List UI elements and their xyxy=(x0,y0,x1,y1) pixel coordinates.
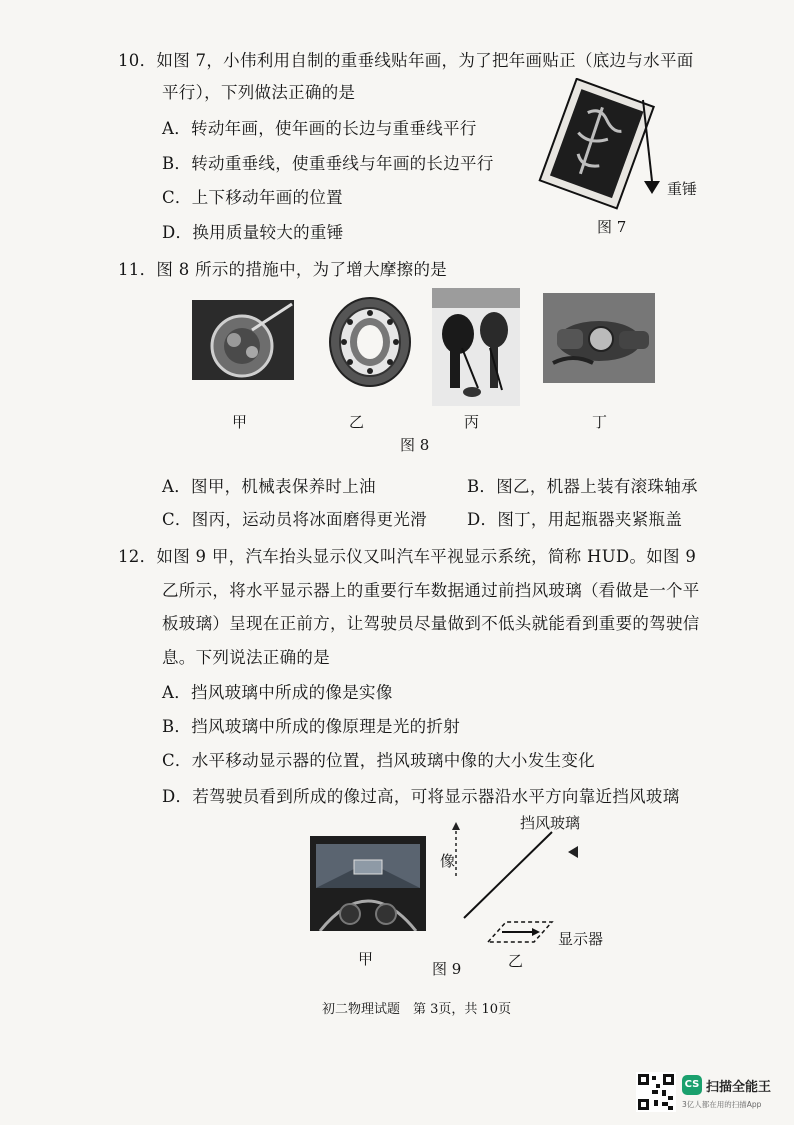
q10-option-c: C．上下移动年画的位置 xyxy=(162,188,343,207)
diagram-hud-optics xyxy=(440,818,610,946)
windshield-line xyxy=(464,832,552,918)
figure-8-label-bing: 丙 xyxy=(464,413,480,431)
qr-code-icon xyxy=(636,1072,676,1112)
q12-line1: 12．如图 9 甲，汽车抬头显示仪又叫汽车平视显示系统，简称 HUD。如图 9 xyxy=(118,547,697,566)
photo-curling-sweeping xyxy=(432,288,520,406)
q12-line2: 乙所示，将水平显示器上的重要行车数据通过前挡风玻璃（看做是一个平 xyxy=(162,581,700,600)
photo-hud-dashboard xyxy=(310,836,426,931)
figure-8-label-jia: 甲 xyxy=(232,413,248,431)
label-windshield: 挡风玻璃 xyxy=(520,814,581,832)
figure-7-caption: 图 7 xyxy=(597,218,627,236)
figure-8-label-yi: 乙 xyxy=(349,413,365,431)
label-display: 显示器 xyxy=(558,930,604,948)
page-footer: 初二物理试题 第 3页，共 10页 xyxy=(322,1002,512,1017)
label-image: 像 xyxy=(440,852,456,870)
figure-8-label-ding: 丁 xyxy=(592,413,608,431)
photo-watch-oiling xyxy=(192,300,294,380)
figure-9-label-jia: 甲 xyxy=(358,950,374,968)
q10-line2: 平行），下列做法正确的是 xyxy=(162,83,356,102)
q11-option-a: A．图甲，机械表保养时上油 xyxy=(162,477,376,496)
q12-line4: 息。下列说法正确的是 xyxy=(162,648,330,667)
q10-option-b: B．转动重垂线，使重垂线与年画的长边平行 xyxy=(162,154,494,173)
photo-bottle-opener xyxy=(543,293,655,383)
figure-8-caption: 图 8 xyxy=(400,436,430,454)
figure-9-caption: 图 9 xyxy=(432,960,462,978)
q11-option-c: C．图丙，运动员将冰面磨得更光滑 xyxy=(162,510,427,529)
eye-icon xyxy=(568,846,578,858)
camscanner-logo: CS xyxy=(682,1075,702,1095)
q10-line1: 10．如图 7，小伟利用自制的重垂线贴年画，为了把年画贴正（底边与水平面 xyxy=(118,51,694,70)
q12-option-b: B．挡风玻璃中所成的像原理是光的折射 xyxy=(162,717,461,736)
q11-option-b: B．图乙，机器上装有滚珠轴承 xyxy=(467,477,698,496)
q12-option-a: A．挡风玻璃中所成的像是实像 xyxy=(162,683,393,702)
figure-9-label-yi: 乙 xyxy=(508,952,524,970)
q12-option-d: D．若驾驶员看到所成的像过高，可将显示器沿水平方向靠近挡风玻璃 xyxy=(162,787,680,806)
figure-7-weight-label: 重锤 xyxy=(667,180,698,198)
q12-option-c: C．水平移动显示器的位置，挡风玻璃中像的大小发生变化 xyxy=(162,751,595,770)
photo-ball-bearing xyxy=(326,296,414,388)
scanner-app-name: 扫描全能王 xyxy=(706,1080,772,1095)
scanner-tagline: 3亿人都在用的扫描App xyxy=(682,1100,762,1109)
q11-option-d: D．图丁，用起瓶器夹紧瓶盖 xyxy=(467,510,683,529)
q10-option-d: D．换用质量较大的重锤 xyxy=(162,223,344,242)
q10-option-a: A．转动年画，使年画的长边与重垂线平行 xyxy=(162,119,477,138)
q12-line3: 板玻璃）呈现在正前方，让驾驶员尽量做到不低头就能看到重要的驾驶信 xyxy=(162,614,700,633)
q11-line1: 11．图 8 所示的措施中，为了增大摩擦的是 xyxy=(118,260,448,279)
